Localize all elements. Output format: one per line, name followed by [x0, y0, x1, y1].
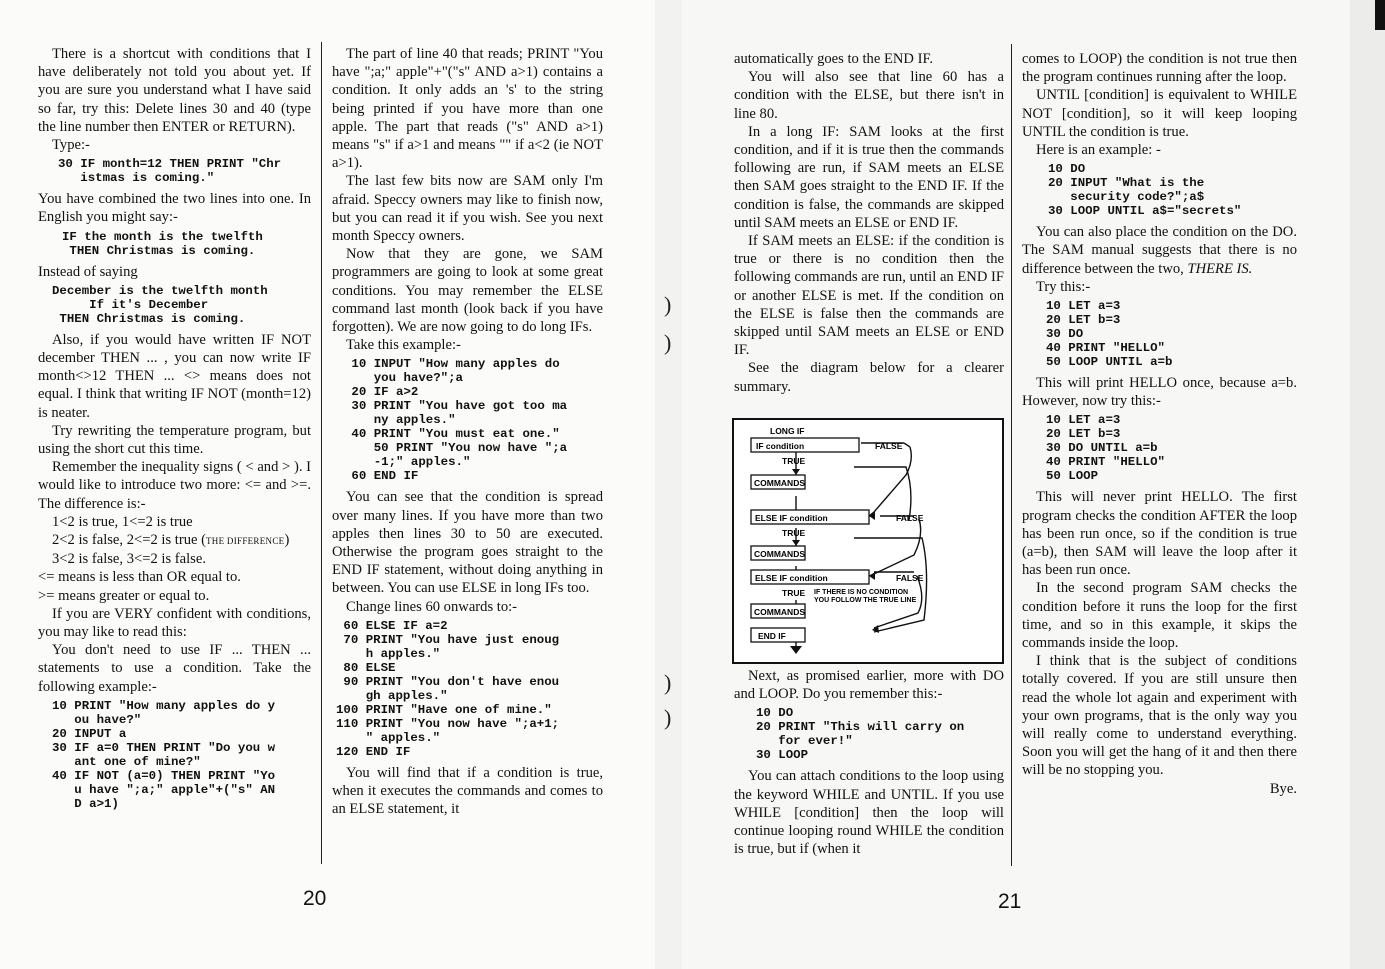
paragraph: See the diagram below for a clearer summary. — [734, 360, 1004, 395]
paragraph: You can see that the condition is spread over many lines. If you have more than two apples then lines 30 to 50 are executed. Otherwise the program goes straight to the END IF statement, without doing anything in between. You can use ELSE in long IFs too. — [332, 489, 603, 597]
paragraph: In the second program SAM checks the condition before it runs the loop for the first time, and so in this example, it skips the commands inside the loop. — [1022, 580, 1297, 652]
paragraph: This will never print HELLO. The first program checks the condition AFTER the loop has been run once, so if the condition is true (a=b), then SAM will leave the loop after it has been run once. — [1022, 489, 1297, 579]
label-false: FALSE — [875, 441, 903, 451]
paragraph: You will find that if a condition is true, when it executes the commands and comes to an ELSE statement, it — [332, 764, 603, 818]
column-rule — [1011, 44, 1012, 866]
right-column-2 — [1022, 50, 1297, 798]
code-block: 30 IF month=12 THEN PRINT "Chr istmas is coming." — [58, 157, 282, 186]
label-true: TRUE — [782, 456, 806, 466]
label-commands: COMMANDS — [754, 607, 805, 617]
paragraph: You can also place the condition on the DO. The SAM manual suggests that there is no difference between the two, THERE IS. — [1022, 224, 1297, 277]
code-block: 10 INPUT "How many apples do you have?";a 20 IF a>2 30 PRINT "You have got too ma ny apples." 40 PRINT "You must eat one." 50 PRINT "You now have ";a -1;" apples." 60 END IF — [351, 357, 568, 484]
paragraph: This will print HELLO once, because a=b. However, now try this:- — [1022, 375, 1297, 410]
page-edge-shadow — [1375, 0, 1385, 30]
right-column-1-continued — [734, 667, 1004, 858]
label-end-if: END IF — [758, 631, 786, 641]
paragraph: Also, if you would have written IF NOT december THEN ... , you can now write IF month<>12 THEN ... <> means does not equal. I think that writing IF NOT (month=12) is neater. — [38, 331, 311, 421]
gutter-mark: ) — [664, 330, 672, 355]
code-block: 60 ELSE IF a=2 70 PRINT "You have just enoug h apples." 80 ELSE 90 PRINT "You don't have enou gh apples." 100 PRINT "Have one of mine." 110 PRINT "You now have ";a+1; " apples." 120 END IF — [336, 618, 560, 759]
diagram-arrowheads — [790, 469, 879, 654]
code-block: 10 LET a=3 20 LET b=3 30 DO UNTIL a=b 40 PRINT "HELLO" 50 LOOP — [1046, 413, 1165, 484]
paragraph: Instead of saying — [38, 263, 138, 280]
right-column-1 — [734, 50, 1004, 396]
paragraph: comes to LOOP) the condition is not true then the program continues running after the loop. — [1022, 51, 1297, 86]
paragraph: If SAM meets an ELSE: if the condition is true or there is no condition then the following commands are run, until an END IF or another ELSE is met. If the condition on the ELSE is false then the commands are skipped until SAM meets an ELSE or END IF. — [734, 233, 1004, 359]
paragraph: Next, as promised earlier, more with DO and LOOP. Do you remember this:- — [734, 668, 1004, 703]
left-column-1 — [38, 45, 311, 816]
paragraph: You will also see that line 60 has a condition with the ELSE, but there isn't in line 80. — [734, 69, 1004, 122]
label-long-if: LONG IF — [770, 426, 805, 436]
page-number: 20 — [303, 887, 327, 910]
gutter-mark: ) — [664, 292, 672, 317]
label-commands: COMMANDS — [754, 549, 805, 559]
code-block: 10 LET a=3 20 LET b=3 30 DO 40 PRINT "HELLO" 50 LOOP UNTIL a=b — [1046, 299, 1173, 370]
label-false: FALSE — [896, 513, 924, 523]
left-column-2 — [332, 45, 603, 818]
paragraph: Type:- — [52, 137, 90, 154]
paragraph: In a long IF: SAM looks at the first condition, and if it is true then the commands following are run, if SAM meets an ELSE then SAM goes straight to the END IF. If the condition is false, the commands are skipped until SAM meets an ELSE or END IF. — [734, 123, 1004, 231]
label-note: IF THERE IS NO CONDITION — [814, 589, 909, 596]
paragraph: I think that is the subject of conditions totally covered. If you are still unsure then read the whole lot again and experiment with your own programs, that is the only way you will really come to understand everything. Soon you will get the hang of it and then there will be no stopping you. — [1022, 653, 1297, 779]
paragraph: Here is an example: - — [1036, 142, 1161, 159]
paragraph: The last few bits now are SAM only I'm afraid. Speccy owners may like to finish now, but you can read it if you wish. See you next month Speccy owners. — [332, 173, 603, 245]
paragraph: There is a shortcut with conditions that I have deliberately not told you about yet. If you are sure you understand what I have said so far, try this: Delete lines 30 and 40 (type the line number then ENTER or RETURN). — [38, 46, 311, 135]
paragraph: If you are VERY confident with conditions, you may like to read this: — [38, 605, 311, 641]
right-page — [682, 0, 1350, 969]
paragraph: automatically goes to the END IF. — [734, 51, 934, 67]
code-block: 10 DO 20 INPUT "What is the security code?";a$ 30 LOOP UNTIL a$="secrets" — [1048, 162, 1242, 219]
page-number: 21 — [998, 890, 1022, 913]
list-item: <= means is less than OR equal to. — [38, 569, 241, 586]
code-block: IF the month is the twelfth THEN Christmas is coming. — [62, 229, 263, 258]
paragraph: Take this example:- — [346, 337, 461, 354]
code-block: 10 DO 20 PRINT "This will carry on for ever!" 30 LOOP — [756, 706, 965, 763]
left-page — [0, 0, 655, 969]
label-note: YOU FOLLOW THE TRUE LINE — [814, 597, 917, 604]
list-item: 2<2 is false, 2<=2 is true (THE DIFFERENCE) — [52, 532, 290, 549]
paragraph: Change lines 60 onwards to:- — [346, 598, 518, 615]
gutter-mark: ) — [664, 670, 672, 695]
paragraph: Now that they are gone, we SAM programmers are going to look at some great conditions. You may remember the ELSE command last month (look back if you have forgotten). We are now going to do long IFs. — [332, 246, 603, 336]
paragraph: You can attach conditions to the loop using the keyword WHILE and UNTIL. If you use WHILE [condition] then the loop will continue looping round WHILE the condition is true, but if (when it — [734, 768, 1004, 858]
label-else-if-condition: ELSE IF condition — [755, 573, 828, 583]
sign-off: Bye. — [1269, 780, 1297, 797]
gutter-mark: ) — [664, 705, 672, 730]
label-true: TRUE — [782, 588, 806, 598]
paragraph: UNTIL [condition] is equivalent to WHILE NOT [condition], so it will keep looping UNTIL the condition is true. — [1022, 87, 1297, 140]
label-if-condition: IF condition — [756, 441, 805, 451]
code-block: December is the twelfth month If it's December THEN Christmas is coming. — [52, 283, 268, 326]
code-block: 10 PRINT "How many apples do y ou have?" 20 INPUT a 30 IF a=0 THEN PRINT "Do you w ant one of mine?" 40 IF NOT (a=0) THEN PRINT "Yo u have ";a;" apple"+("s" AN D a>1) — [52, 698, 276, 811]
flow-diagram — [734, 420, 1002, 662]
gutter — [655, 0, 682, 969]
paragraph: Try this:- — [1036, 278, 1091, 295]
label-else-if-condition: ELSE IF condition — [755, 513, 828, 523]
column-rule — [321, 42, 322, 864]
list-item: 1<2 is true, 1<=2 is true — [52, 513, 193, 530]
label-false: FALSE — [896, 573, 924, 583]
list-item: 3<2 is false, 3<=2 is false. — [52, 551, 206, 568]
label-commands: COMMANDS — [754, 478, 805, 488]
list-item: >= means greater or equal to. — [38, 587, 210, 604]
paragraph: Remember the inequality signs ( < and > ). I would like to introduce two more: <= and >=. The difference is:- — [38, 459, 311, 512]
label-true: TRUE — [782, 528, 806, 538]
paragraph: You have combined the two lines into one. In English you might say:- — [38, 191, 311, 226]
long-if-diagram — [732, 418, 1004, 664]
page-edge — [1350, 0, 1385, 969]
paragraph: Try rewriting the temperature program, but using the short cut this time. — [38, 422, 311, 458]
paragraph: The part of line 40 that reads; PRINT "You have ";a;" apple"+"("s" AND a>1) contains a condition. It only adds an 's' to the string being printed if you have more than one apple. The part that reads ("s" AND a>1) means "s" if a>1 and means "" if a<2 (ie NOT a>1). — [332, 46, 603, 172]
paragraph: You don't need to use IF ... THEN ... statements to use a condition. Take the following example:- — [38, 642, 311, 695]
